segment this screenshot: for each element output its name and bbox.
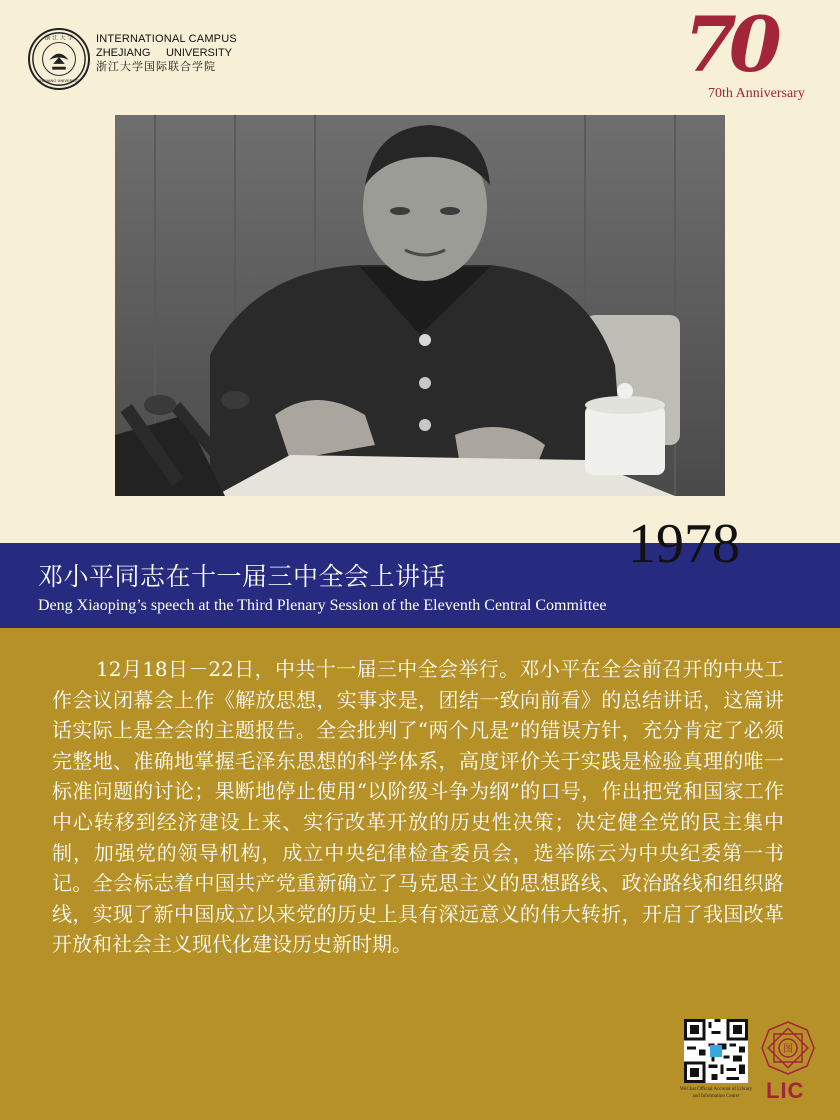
- campus-line-2-right: UNIVERSITY: [165, 47, 232, 59]
- campus-line-2-left: ZHEJIANG: [96, 47, 151, 59]
- svg-text:ZHEJIANG UNIVERSITY: ZHEJIANG UNIVERSITY: [37, 78, 81, 84]
- event-title-chinese: 邓小平同志在十一届三中全会上讲话: [38, 562, 447, 591]
- svg-text:图: 图: [783, 1044, 793, 1055]
- historical-photo: [115, 115, 725, 496]
- campus-line-2: [96, 46, 232, 60]
- campus-line-3: 浙江大学国际联合学院: [96, 61, 216, 73]
- university-seal-icon: [30, 30, 88, 88]
- campus-name: [96, 32, 237, 75]
- qr-code-icon: [684, 1019, 748, 1083]
- campus-line-1: INTERNATIONAL CAMPUS: [96, 33, 237, 45]
- lic-label: LIC: [766, 1078, 805, 1103]
- zju-logo: [28, 28, 90, 90]
- anniversary-number: 70: [684, 0, 774, 89]
- event-description: 12月18日－22日，中共十一届三中全会举行。邓小平在全会前召开的中央工作会议闭幕会上作《解放思想，实事求是，团结一致向前看》的总结讲话，这篇讲话实际上是全会的主题报告。全会批判了“两个凡是”的错误方针，充分肯定了必须完整地、准确地掌握毛泽东思想的科学体系，高度评价关于实践是检验真理的唯一标准问题的讨论；果断地停止使用“以阶级斗争为纲”的口号，作出把党和国家工作中心转移到经济建设上来、实行改革开放的历史性决策；决定健全党的民主集中制，加强党的领导机构，成立中央纪律检查委员会，选举陈云为中央纪委第一书记。全会标志着中国共产党重新确立了马克思主义的思想路线、政治路线和组织路线，实现了新中国成立以来党的历史上具有深远意义的伟大转折，开启了我国改革开放和社会主义现代化建设历史新时期。: [52, 657, 784, 957]
- anniversary-label: 70th Anniversary: [708, 86, 805, 101]
- event-title-english: Deng Xiaoping’s speech at the Third Plenary Session of the Eleventh Central Committee: [38, 597, 607, 614]
- wechat-qr-code[interactable]: [684, 1019, 748, 1083]
- lic-emblem-icon: [760, 1020, 816, 1076]
- anniversary-mark: [682, 0, 832, 106]
- portrait-photo: [115, 115, 725, 496]
- qr-caption: WeChat Official Account of Library and Information Center: [679, 1087, 753, 1099]
- svg-text:浙 江 大 学: 浙 江 大 学: [44, 35, 74, 42]
- event-year: 1978: [628, 513, 740, 575]
